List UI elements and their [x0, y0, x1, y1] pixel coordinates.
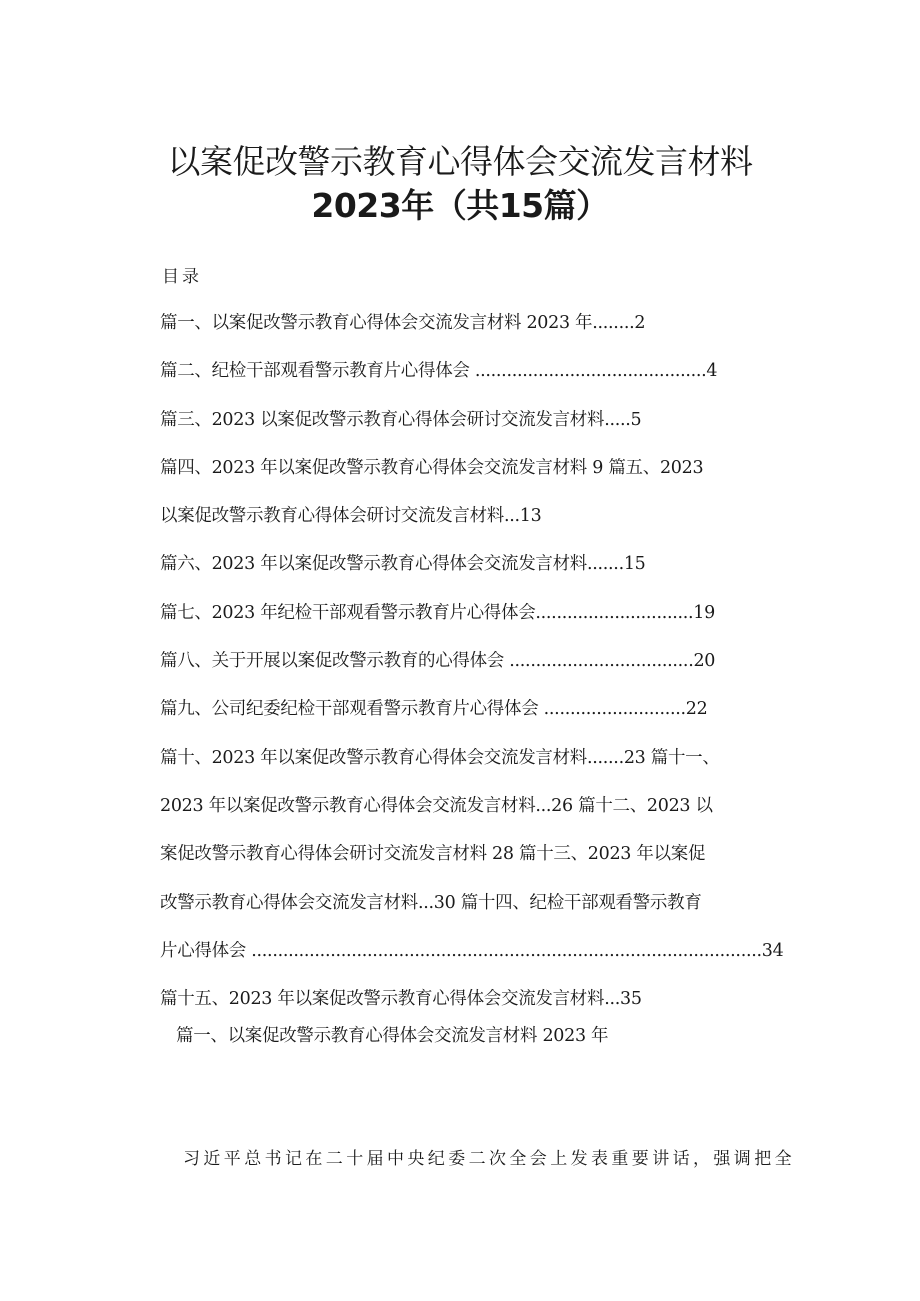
- toc-line: 篇十、2023 年以案促改警示教育心得体会交流发言材料.......23 篇十一、: [160, 747, 720, 768]
- toc-line: 篇一、以案促改警示教育心得体会交流发言材料 2023 年........2: [160, 313, 646, 333]
- toc-line: 案促改警示教育心得体会研讨交流发言材料 28 篇十三、2023 年以案促: [160, 844, 706, 865]
- toc-label: 目录: [162, 267, 202, 287]
- toc-line: 篇九、公司纪委纪检干部观看警示教育片心得体会 ...........................22: [160, 699, 708, 720]
- toc-line: 篇四、2023 年以案促改警示教育心得体会交流发言材料 9 篇五、2023: [160, 457, 704, 478]
- toc-line: 篇八、关于开展以案促改警示教育的心得体会 ...................................20: [160, 651, 716, 672]
- section-heading: 篇一、以案促改警示教育心得体会交流发言材料 2023 年: [176, 1026, 609, 1046]
- toc-line: 篇二、纪检干部观看警示教育片心得体会 ............................................4: [160, 361, 718, 382]
- body-paragraph: 习近平总书记在二十届中央纪委二次全会上发表重要讲话，强调把全: [183, 1149, 795, 1169]
- toc-line: 2023 年以案促改警示教育心得体会交流发言材料...26 篇十二、2023 以: [160, 795, 713, 816]
- toc-line: 片心得体会 .................................................................................................34: [160, 940, 784, 961]
- toc-line: 篇七、2023 年纪检干部观看警示教育片心得体会..............................19: [160, 602, 715, 623]
- toc-line: 篇六、2023 年以案促改警示教育心得体会交流发言材料.......15: [160, 554, 646, 575]
- toc-line: 改警示教育心得体会交流发言材料...30 篇十四、纪检干部观看警示教育: [160, 892, 702, 913]
- toc-line: 以案促改警示教育心得体会研讨交流发言材料...13: [160, 506, 542, 527]
- table-of-contents: [160, 304, 800, 1028]
- document-title-line-2: 2023年（共15篇）: [311, 186, 609, 225]
- toc-line: 篇十五、2023 年以案促改警示教育心得体会交流发言材料...35: [160, 989, 642, 1010]
- toc-line: 篇三、2023 以案促改警示教育心得体会研讨交流发言材料.....5: [160, 409, 642, 430]
- document-title-line-1: 以案促改警示教育心得体会交流发言材料: [167, 142, 753, 181]
